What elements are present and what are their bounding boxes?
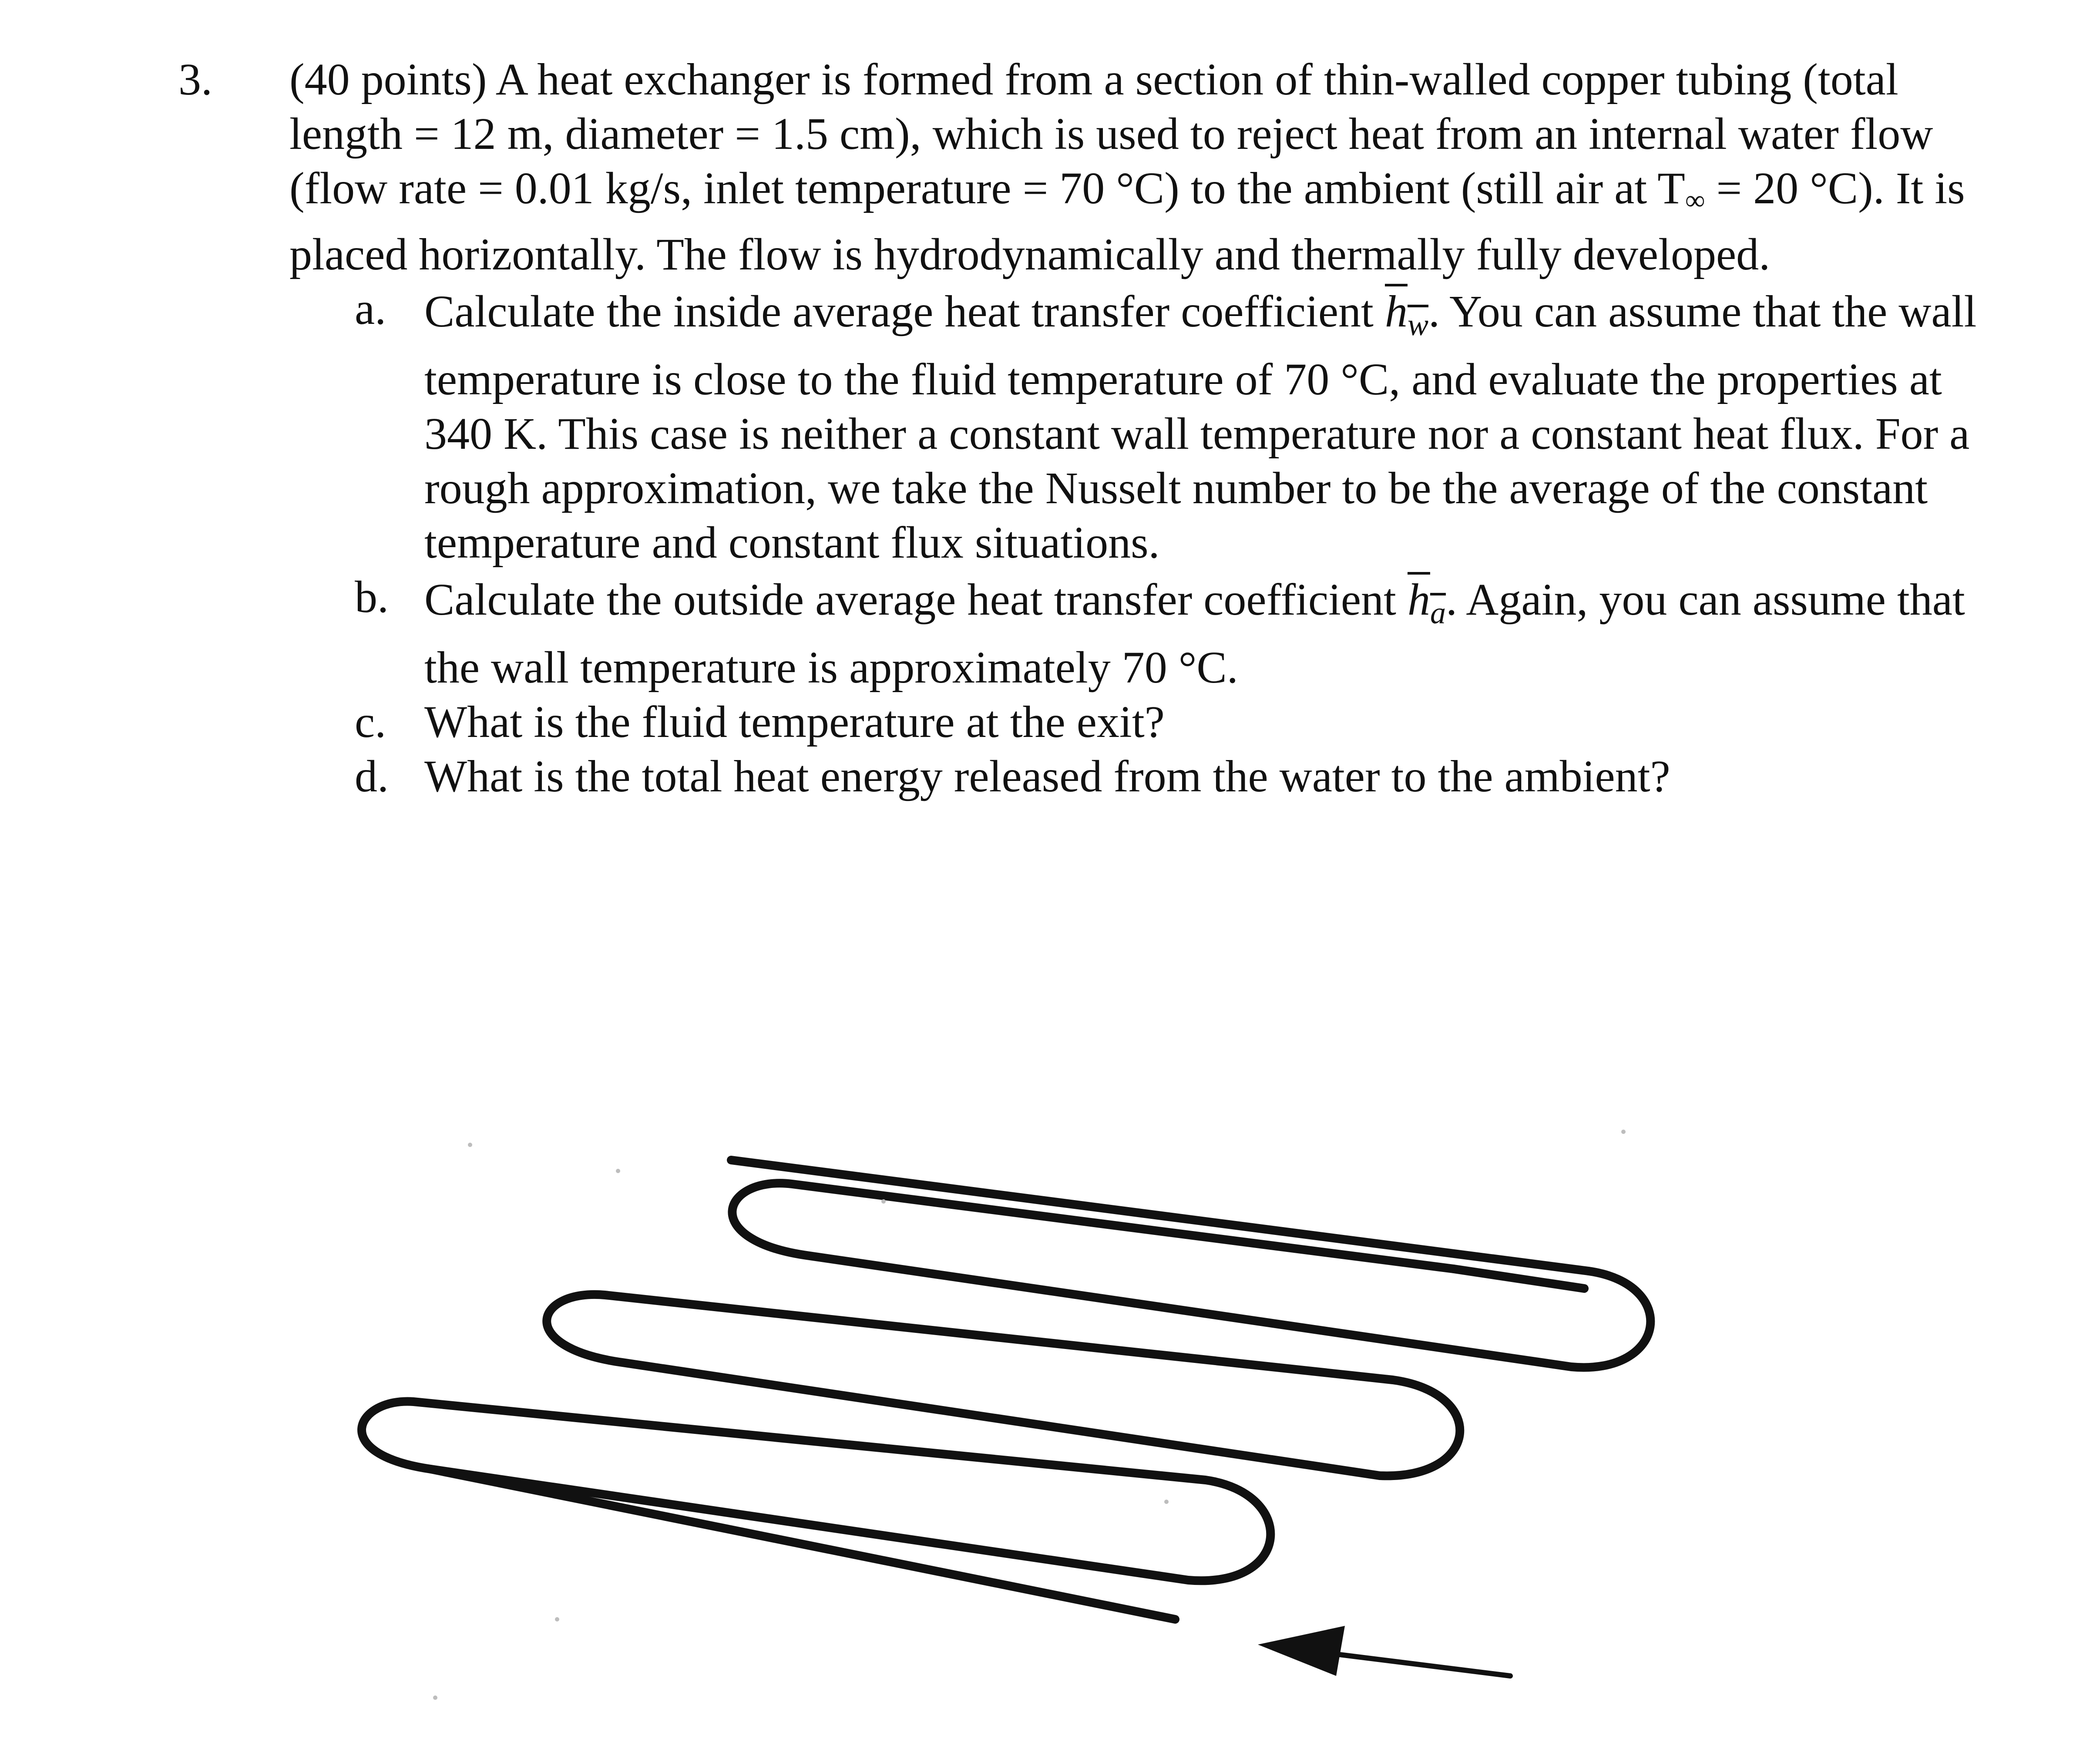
problem-3 [178, 52, 1985, 804]
problem-stem-text-1: A heat exchanger is formed from a section of thin-walled copper tubing (total length = 12 m, diameter = 1.5 cm), which is used to reject heat from an internal water flow (flow rate = 0.01 kg/s, inlet temperature = 70 °C) to the ambient (still air at T [289, 54, 1933, 213]
h-w-letter: h [1384, 286, 1408, 336]
tube-top-segment [731, 1160, 1589, 1271]
tube-loop-3 [362, 1401, 1270, 1581]
h-a-symbol [1408, 570, 1446, 640]
part-b-text-after: . Again, you can assume that the wall temperature is approximately 70 °C. [424, 575, 1965, 693]
tube-bottom-segment [431, 1469, 1175, 1619]
problem-number: 3. [178, 54, 212, 104]
part-a-text-before: Calculate the inside average heat transfer coefficient [424, 286, 1385, 336]
part-c-text: What is the fluid temperature at the exit? [424, 697, 1165, 747]
part-d-marker: d. [355, 751, 389, 801]
part-b-text-before: Calculate the outside average heat transfer coefficient [424, 575, 1408, 625]
part-c-marker: c. [355, 697, 386, 747]
part-b [355, 570, 1985, 695]
part-d [355, 749, 1985, 804]
h-a-subscript: a [1430, 595, 1446, 630]
part-a-text-after: . You can assume that the wall temperature is close to the fluid temperature of 70 °C, and evaluate the properties at 340 K. This case is neither a constant wall temperature nor a constant heat flux. For a rough approximation, we take the Nusselt number to be the average of the constant temperature and constant flux situations. [424, 286, 1977, 568]
part-b-marker: b. [355, 572, 389, 622]
flow-arrow [1258, 1626, 1510, 1676]
problem-parts [355, 282, 1985, 804]
problem-header [178, 52, 1985, 282]
part-a [355, 282, 1985, 570]
part-c [355, 695, 1985, 749]
t-infinity-subscript: ∞ [1685, 185, 1705, 215]
problem-stem [289, 52, 1985, 282]
h-w-subscript: w [1407, 307, 1428, 342]
problem-stem-text-2: = 20 °C). It is placed horizontally. The flow is hydrodynamically and thermally fully developed. [289, 163, 1965, 279]
h-w-symbol [1385, 282, 1428, 352]
part-b-text [424, 570, 1985, 695]
tube-loop-2 [547, 1269, 1584, 1476]
serpentine-tube-icon [339, 1097, 1689, 1728]
serpentine-tube-figure [339, 1097, 1689, 1728]
part-a-marker: a. [355, 284, 386, 334]
part-d-text: What is the total heat energy released from the water to the ambient? [424, 751, 1670, 801]
problem-points: (40 points) [289, 54, 487, 104]
part-a-text [424, 282, 1985, 570]
h-a-letter: h [1407, 575, 1430, 625]
